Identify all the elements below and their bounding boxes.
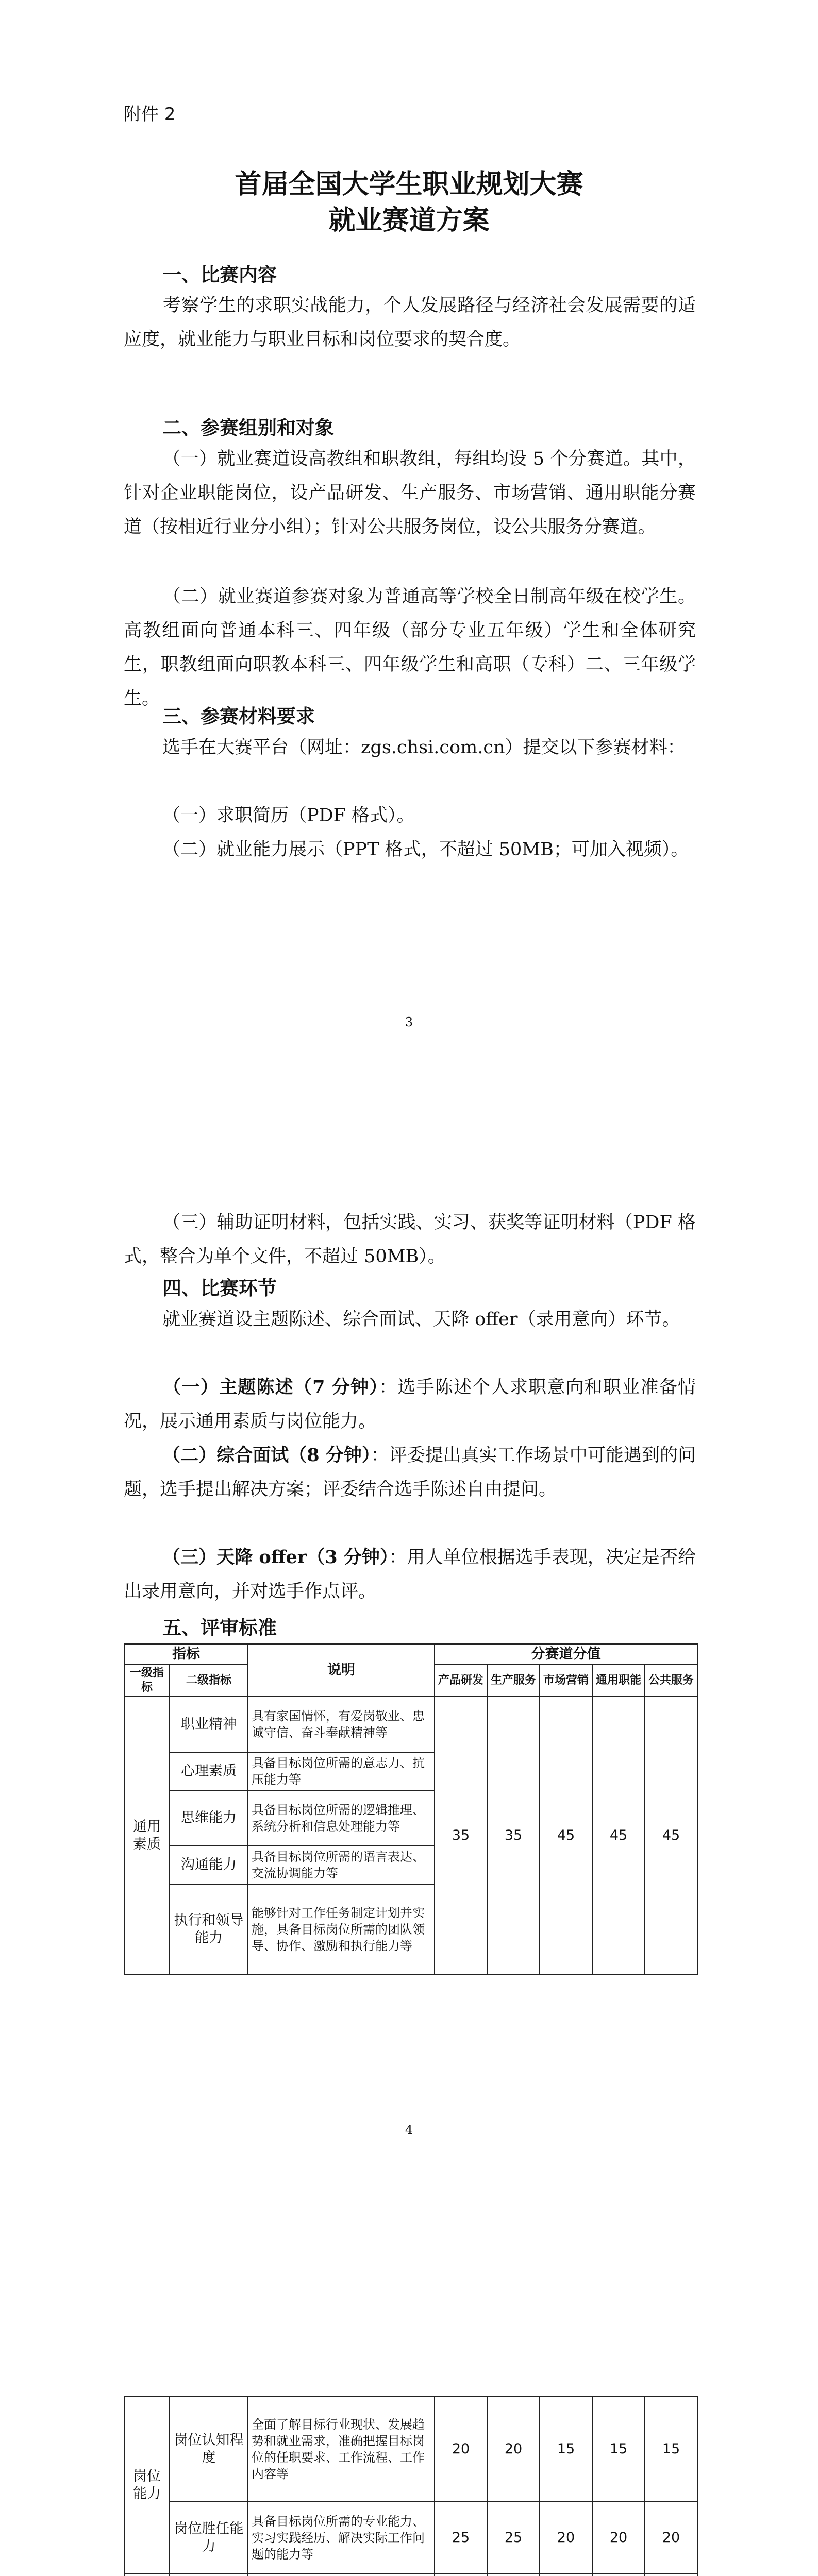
page-number: 3 <box>405 1015 413 1029</box>
section5-heading: 五、评审标准 <box>162 1617 277 1639</box>
section2-heading: 二、参赛组别和对象 <box>162 417 334 439</box>
level2-desc: 能够针对工作任务制定计划并实施，具备目标岗位所需的团队领导、协作、激励和执行能力等 <box>248 1884 435 1975</box>
level2-desc: 具备目标岗位所需的语言表达、交流协调能力等 <box>248 1846 435 1884</box>
score-cell: 20 <box>540 2502 592 2574</box>
scoring-table-part2 <box>124 2396 698 2576</box>
page-4 <box>0 1157 818 2313</box>
score-cell: 20 <box>487 2396 540 2502</box>
score-cell: 20 <box>645 2502 697 2574</box>
score-cell: 15 <box>540 2396 592 2502</box>
score-cell: 45 <box>645 1697 697 1975</box>
header-track-marketing: 市场营销 <box>540 1665 592 1697</box>
section1-paragraph: 考察学生的求职实战能力，个人发展路径与经济社会发展需要的适应度，就业能力与职业目标和岗位要求的契合度。 <box>124 295 696 350</box>
level2-desc: 全面了解目标行业现状、发展趋势和就业需求，准确把握目标岗位的任职要求、工作流程、工作内容等 <box>248 2396 435 2502</box>
score-cell: 25 <box>435 2502 487 2574</box>
level2-name: 沟通能力 <box>170 1846 248 1884</box>
header-indicator: 指标 <box>124 1644 248 1665</box>
attachment-label: 附件 2 <box>124 104 176 125</box>
header-track-production: 生产服务 <box>487 1665 540 1697</box>
level1-job-ability: 岗位能力 <box>124 2396 170 2574</box>
level2-name: 思维能力 <box>170 1790 248 1846</box>
table-row <box>124 2574 697 2576</box>
doc-title-line1: 首届全国大学生职业规划大赛 <box>235 168 583 200</box>
section4-paragraph-4: （三）天降 offer（3 分钟）：用人单位根据选手表现，决定是否给出录用意向，并对选手作点评。 <box>124 1547 696 1602</box>
table-row <box>124 1697 697 1752</box>
score-cell <box>645 2574 697 2576</box>
score-cell <box>540 2574 592 2576</box>
score-cell: 20 <box>592 2502 645 2574</box>
level2-desc: 具有家国情怀，有爱岗敬业、忠诚守信、奋斗奉献精神等 <box>248 1697 435 1752</box>
section3-paragraph-1: 选手在大赛平台（网址：zgs.chsi.com.cn）提交以下参赛材料： <box>162 737 686 758</box>
header-track-product: 产品研发 <box>435 1665 487 1697</box>
level2-desc: 具备目标岗位所需的专业能力、实习实践经历、解决实际工作问题的能力等 <box>248 2502 435 2574</box>
section4-paragraph-2: （一）主题陈述（7 分钟）：选手陈述个人求职意向和职业准备情况，展示通用素质与岗位能力。 <box>124 1377 696 1432</box>
level1-development <box>124 2574 170 2576</box>
level2-name <box>170 2574 248 2576</box>
level2-name: 岗位认知程度 <box>170 2396 248 2502</box>
header-level1: 一级指标 <box>124 1665 170 1697</box>
score-cell <box>592 2574 645 2576</box>
score-cell: 45 <box>540 1697 592 1975</box>
section3-heading: 三、参赛材料要求 <box>162 705 315 727</box>
header-track-public: 公共服务 <box>645 1665 697 1697</box>
section1-heading: 一、比赛内容 <box>162 264 277 286</box>
header-score-group: 分赛道分值 <box>435 1644 697 1665</box>
level2-name: 心理素质 <box>170 1752 248 1790</box>
level2-desc <box>248 2574 435 2576</box>
score-cell <box>435 2574 487 2576</box>
score-cell: 45 <box>592 1697 645 1975</box>
section2-paragraph-2: （二）就业赛道参赛对象为普通高等学校全日制高年级在校学生。高教组面向普通本科三、四年级（部分专业五年级）学生和全体研究生，职教组面向职教本科三、四年级学生和高职（专科）二、三年级学生。 <box>124 586 696 709</box>
page-3 <box>0 0 818 1157</box>
header-track-general: 通用职能 <box>592 1665 645 1697</box>
level2-desc: 具备目标岗位所需的意志力、抗压能力等 <box>248 1752 435 1790</box>
table-row <box>124 2502 697 2574</box>
score-cell: 35 <box>487 1697 540 1975</box>
level2-name: 岗位胜任能力 <box>170 2502 248 2574</box>
level2-name: 执行和领导能力 <box>170 1884 248 1975</box>
header-level2: 二级指标 <box>170 1665 248 1697</box>
level1-general: 通用素质 <box>124 1697 170 1975</box>
section3-paragraph-3: （二）就业能力展示（PPT 格式，不超过 50MB；可加入视频）。 <box>162 839 689 860</box>
section2-paragraph-1: （一）就业赛道设高教组和职教组，每组均设 5 个分赛道。其中，针对企业职能岗位，设产品研发、生产服务、市场营销、通用职能分赛道（按相近行业分小组）；针对公共服务岗位，设公共服务分赛道。 <box>124 449 696 537</box>
score-cell: 15 <box>592 2396 645 2502</box>
material3-paragraph: （三）辅助证明材料，包括实践、实习、获奖等证明材料（PDF 格式，整合为单个文件，不超过 50MB）。 <box>124 1212 696 1267</box>
doc-title-line2: 就业赛道方案 <box>328 205 490 236</box>
section3-paragraph-2: （一）求职简历（PDF 格式）。 <box>162 805 415 826</box>
page-number: 4 <box>405 2123 413 2137</box>
section4-paragraph-1: 就业赛道设主题陈述、综合面试、天降 offer（录用意向）环节。 <box>162 1309 680 1330</box>
scoring-table-part1 <box>124 1643 698 1975</box>
score-cell <box>487 2574 540 2576</box>
level2-name: 职业精神 <box>170 1697 248 1752</box>
score-cell: 20 <box>435 2396 487 2502</box>
page-5 <box>0 2313 818 2576</box>
score-cell: 25 <box>487 2502 540 2574</box>
table-row <box>124 2396 697 2502</box>
section4-paragraph-3: （二）综合面试（8 分钟）：评委提出真实工作场景中可能遇到的问题，选手提出解决方案；评委结合选手陈述自由提问。 <box>124 1445 696 1500</box>
level2-desc: 具备目标岗位所需的逻辑推理、系统分析和信息处理能力等 <box>248 1790 435 1846</box>
section4-heading: 四、比赛环节 <box>162 1277 277 1299</box>
score-cell: 15 <box>645 2396 697 2502</box>
header-explanation: 说明 <box>248 1644 435 1697</box>
score-cell: 35 <box>435 1697 487 1975</box>
